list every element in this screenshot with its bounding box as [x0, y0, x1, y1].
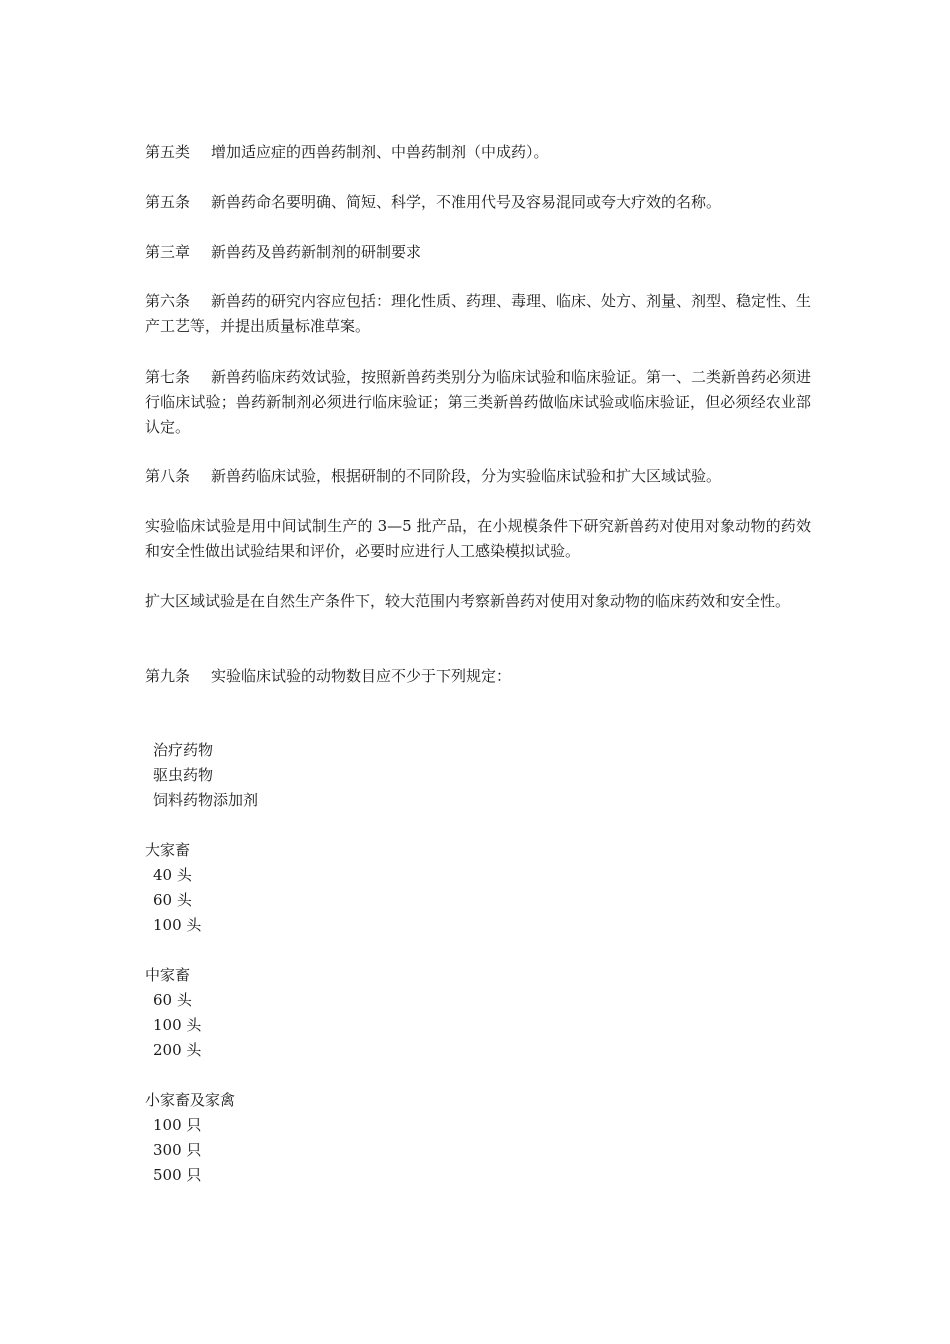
- paragraph-article-seven: [145, 365, 811, 440]
- list-item: 60 头: [153, 891, 192, 909]
- paragraph-label: 第五类: [145, 143, 191, 161]
- list-item: 100 头: [153, 916, 202, 934]
- list-item: 60 头: [153, 991, 192, 1009]
- group-name: 大家畜: [145, 841, 191, 859]
- list-item: 500 只: [153, 1166, 202, 1184]
- paragraph-label: 第八条: [145, 467, 191, 485]
- paragraph-text: 新兽药及兽药新制剂的研制要求: [211, 243, 422, 261]
- animal-group-large: [145, 838, 201, 938]
- group-name: 小家畜及家禽: [145, 1091, 236, 1109]
- list-item: 100 头: [153, 1016, 202, 1034]
- paragraph-article-eight: [145, 464, 721, 489]
- list-item: 200 头: [153, 1041, 202, 1059]
- paragraph-label: 第九条: [145, 667, 191, 685]
- paragraph-extended-trial: [145, 589, 790, 614]
- paragraph-category-five: [145, 140, 549, 165]
- list-item: 驱虫药物: [153, 766, 214, 784]
- paragraph-label: 第五条: [145, 193, 191, 211]
- paragraph-label: 第六条: [145, 292, 191, 310]
- paragraph-text: 实验临床试验是用中间试制生产的 3—5 批产品，在小规模条件下研究新兽药对使用对象动物的药效和安全性做出试验结果和评价，必要时应进行人工感染模拟试验。: [145, 517, 811, 560]
- paragraph-label: 第七条: [145, 368, 191, 386]
- paragraph-text: 新兽药临床药效试验，按照新兽药类别分为临床试验和临床验证。第一、二类新兽药必须进行临床试验；兽药新制剂必须进行临床验证；第三类新兽药做临床试验或临床验证，但必须经农业部认定。: [145, 368, 812, 436]
- paragraph-article-five: [145, 190, 721, 215]
- list-item: 300 只: [153, 1141, 202, 1159]
- group-name: 中家畜: [145, 966, 191, 984]
- paragraph-article-nine: [145, 664, 511, 689]
- paragraph-label: 第三章: [145, 243, 191, 261]
- chapter-three-heading: [145, 240, 421, 265]
- paragraph-text: 新兽药命名要明确、简短、科学，不准用代号及容易混同或夸大疗效的名称。: [211, 193, 722, 211]
- list-item: 治疗药物: [153, 741, 214, 759]
- paragraph-text: 新兽药的研究内容应包括：理化性质、药理、毒理、临床、处方、剂量、剂型、稳定性、生产工艺等，并提出质量标准草案。: [145, 292, 812, 335]
- list-item: 饲料药物添加剂: [153, 791, 259, 809]
- paragraph-lab-trial: [145, 514, 811, 564]
- paragraph-text: 扩大区域试验是在自然生产条件下，较大范围内考察新兽药对使用对象动物的临床药效和安全性。: [145, 592, 791, 610]
- paragraph-text: 新兽药临床试验，根据研制的不同阶段，分为实验临床试验和扩大区域试验。: [211, 467, 722, 485]
- paragraph-text: 增加适应症的西兽药制剂、中兽药制剂（中成药）。: [211, 143, 549, 161]
- paragraph-text: 实验临床试验的动物数目应不少于下列规定：: [211, 667, 512, 685]
- animal-group-medium: [145, 963, 201, 1063]
- paragraph-article-six: [145, 289, 811, 339]
- list-item: 40 头: [153, 866, 192, 884]
- animal-group-small: [145, 1088, 235, 1188]
- list-item: 100 只: [153, 1116, 202, 1134]
- drug-type-list: [153, 738, 258, 813]
